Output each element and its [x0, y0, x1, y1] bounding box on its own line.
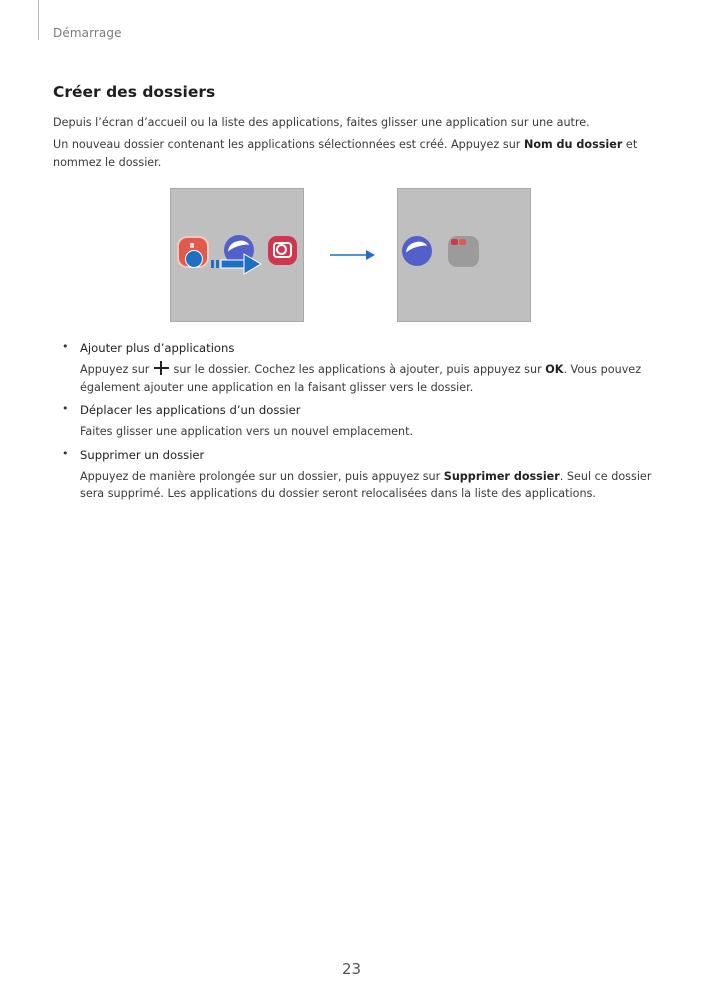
body-text: . Vous pouvez également ajouter une application en la faisant glisser vers le dossier.: [80, 363, 642, 394]
intro-paragraph: Depuis l’écran d’accueil ou la liste des applications, faites glisser une application sur une autre.: [53, 116, 590, 129]
running-head: Démarrage: [53, 26, 122, 40]
bullet-body: [80, 468, 663, 503]
bullet-body: [80, 361, 663, 396]
bullet-title: • Ajouter plus d’applications: [80, 341, 235, 355]
bullet-list: [53, 340, 663, 509]
body-text: Appuyez sur: [80, 363, 153, 376]
ok-emphasis: OK: [545, 363, 564, 376]
bullet-body: Faites glisser une application vers un nouvel emplacement.: [80, 425, 414, 438]
instruction-text-start: Un nouveau dossier contenant les applications sélectionnées est créé. Appuyez sur: [53, 138, 524, 151]
bullet-delete-folder: [53, 447, 663, 503]
folder-mini-app: [459, 239, 466, 245]
body-text: Appuyez de manière prolongée sur un dossier, puis appuyez sur: [80, 469, 444, 483]
camera-lens: [276, 244, 287, 255]
internet-app-icon: [402, 236, 432, 266]
body-text: sur le dossier. Cochez les applications à ajouter, puis appuyez sur: [169, 363, 546, 376]
folder-name-emphasis: Nom du dossier: [523, 138, 623, 151]
before-screenshot: [170, 188, 304, 322]
plus-icon: [154, 361, 169, 375]
delete-folder-emphasis: Supprimer dossier: [443, 469, 560, 483]
instruction-text-end: et nommez le dossier.: [53, 138, 638, 169]
body-text: . Seul ce dossier sera supprimé. Les applications du dossier seront relocalisées dans la liste des applications.: [80, 469, 652, 500]
section-title: Créer des dossiers: [53, 83, 216, 101]
after-screenshot: [397, 188, 531, 322]
folder-icon: [448, 236, 479, 267]
drag-arrow-icon: [211, 253, 263, 275]
transition-arrow-icon: [330, 248, 376, 262]
instruction-paragraph: [53, 136, 653, 171]
bullet-move-apps: [53, 402, 663, 441]
drag-touch-dot: [185, 250, 203, 268]
app-folder-cap: [190, 243, 194, 248]
app-folder-icon: [177, 236, 209, 268]
internet-swoosh: [404, 239, 430, 261]
page-number: 23: [341, 960, 362, 978]
bullet-title: • Déplacer les applications d’un dossier: [80, 403, 301, 417]
bullet-add-apps: [53, 340, 663, 396]
folder-mini-camera: [451, 239, 458, 245]
margin-rule: [38, 0, 39, 40]
bullet-title: • Supprimer un dossier: [80, 447, 205, 462]
camera-app-icon: [268, 236, 297, 265]
